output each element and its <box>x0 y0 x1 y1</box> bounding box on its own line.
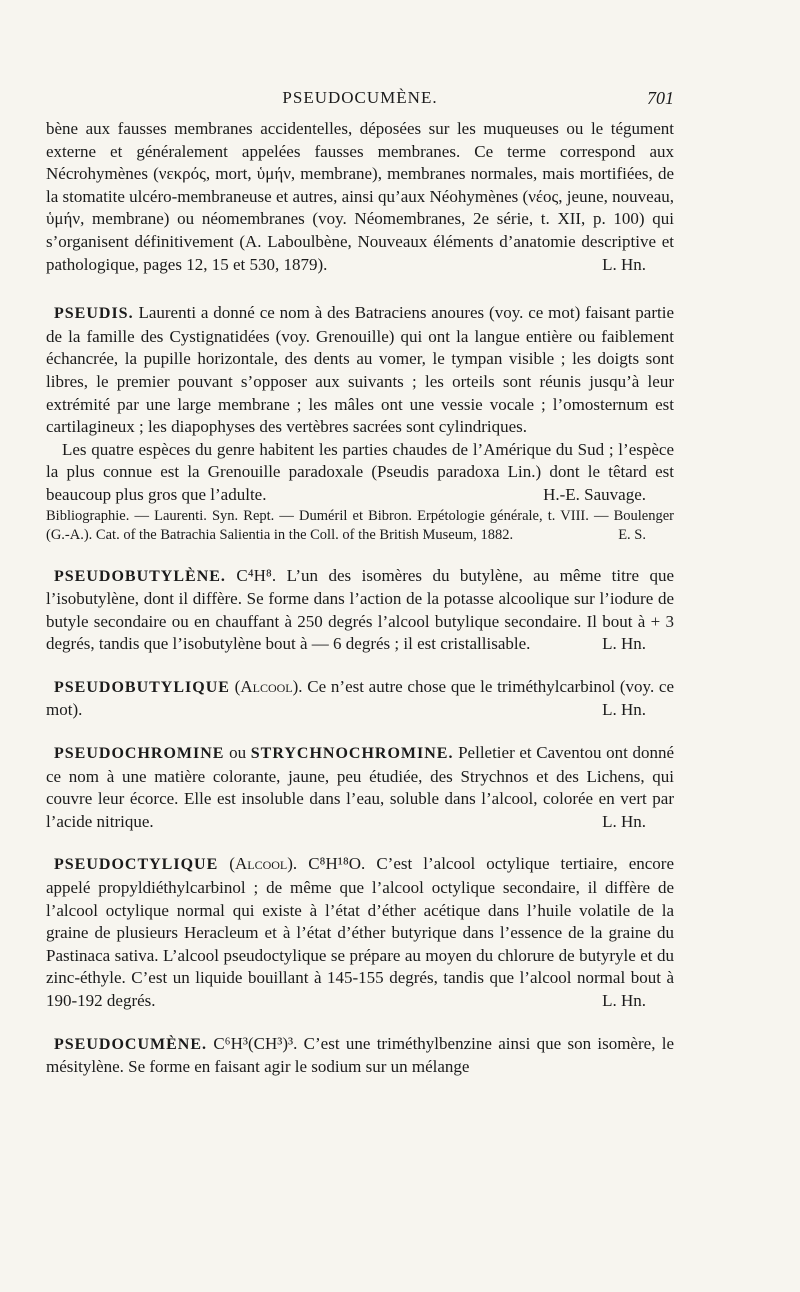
headword: PSEUDOCHROMINE <box>54 745 225 763</box>
entry-text: PSEUDOBUTYLÈNE. C⁴H⁸. L’un des isomères du butylène, au même titre que l’isobutylène, dont il diffère. Se forme dans l’action de la potasse alcoolique sur l’iodure de butyle secondaire ou en chauffant à 250 degrés l’alcool butylique secondaire. Il bout à + 3 degrés, tandis que l’isobutylène bout à — 6 degrés ; il est cristallisable. L. Hn. <box>46 565 674 656</box>
entry-text: PSEUDOCTYLIQUE (Alcool). C⁸H¹⁸O. C’est l’alcool octylique tertiaire, encore appelé propyldiéthylcarbinol ; de même que l’alcool octylique secondaire, il diffère de l’alcool octylique normal qui existe à l’état d’éther acétique dans l’huile volatile de la graine de plusieurs Heracleum et à l’état d’éther butyrique dans l’essence de la graine du Pastinaca sativa. L’alcool pseudoctylique se prépare au moyen du chlorure de butyryle et du zinc-éthyle. C’est un liquide bouillant à 145-155 degrés, tandis que l’alcool normal bout à 190-192 degrés. L. Hn. <box>46 853 674 1012</box>
author-signature: L. Hn. <box>602 991 646 1010</box>
author-signature: H.-E. Sauvage. <box>543 484 646 504</box>
page-number: 701 <box>647 88 674 108</box>
entry-pseudoctylique <box>46 853 674 1012</box>
page-body <box>46 118 674 1079</box>
formula: C⁶H³(CH³)³. <box>213 1033 298 1053</box>
connector: ou <box>229 743 247 763</box>
entry-text-2: Les quatre espèces du genre habitent les parties chaudes de l’Amérique du Sud ; l’espèce la plus connue est la Grenouille paradoxale (Pseudis paradoxa Lin.) dont le têtard est beaucoup plus gros que l’adulte. H.-E. Sauvage. <box>46 439 674 507</box>
headword: PSEUDOBUTYLÈNE. <box>54 567 226 585</box>
entry-text: PSEUDIS. Laurenti a donné ce nom à des Batraciens anoures (voy. ce mot) faisant partie de la famille des Cystignatidées (voy. Grenouille) qui ont la langue entière ou faiblement échancrée, la pupille horizontale, des dents au vomer, le tympan visible ; les doigts sont libres, le premier pouvant s’opposer aux suivants ; les orteils sont réunis jusqu’à leur extrémité par une large membrane ; les mâles ont une vessie vocale ; l’omosternum est cartilagineux ; les diapophyses des vertèbres sacrées sont cylindriques. <box>46 303 675 437</box>
entry-pseudomembrane-continued <box>46 118 674 276</box>
formula: C⁸H¹⁸O. <box>308 854 366 874</box>
entry-pseudobutylene <box>46 565 674 656</box>
author-signature: L. Hn. <box>602 254 646 274</box>
entry-pseudocumene <box>46 1033 674 1079</box>
bibliography: Bibliographie. — Laurenti. Syn. Rept. — Duméril et Bibron. Erpétologie générale, t. VIII. — Boulenger (G.-A.). Cat. of the Batrachia Salientia in the Coll. of the British Museum, 1882. E. S. <box>46 507 674 543</box>
entry-pseudochromine <box>46 742 674 833</box>
page-header <box>46 88 674 112</box>
bibliography-signature: E. S. <box>618 526 646 543</box>
headword: PSEUDOBUTYLIQUE <box>54 678 230 696</box>
headword: PSEUDOCUMÈNE. <box>54 1035 208 1053</box>
headword-alt: STRYCHNOCHROMINE. <box>250 745 454 763</box>
author-signature: L. Hn. <box>602 811 646 831</box>
headword: PSEUDIS. <box>54 305 134 323</box>
entry-text: PSEUDOCUMÈNE. C⁶H³(CH³)³. C’est une triméthylbenzine ainsi que son isomère, le mésitylène. Se forme en faisant agir le sodium sur un mélange <box>46 1033 675 1077</box>
formula: C⁴H⁸. <box>236 565 277 585</box>
entry-pseudobutylique <box>46 676 674 722</box>
author-signature: L. Hn. <box>602 700 646 720</box>
running-head: PSEUDOCUMÈNE. <box>282 88 438 107</box>
entry-pseudis <box>46 302 674 544</box>
entry-text: bène aux fausses membranes accidentelles, déposées sur les muqueuses ou le tégument externe et généralement appelées fausses membranes. Ce terme correspond aux Nécrohymènes (νεκρός, mort, ὑμήν, membrane), membranes normales, mais mortifiées, de la stomatite ulcéro-membraneuse et autres, ainsi qu’aux Néohymènes (νέος, jeune, nouveau, ὑμήν, membrane) ou néomembranes (voy. Néomembranes, 2e série, t. XII, p. 100) qui s’organisent définitivement (A. Laboulbène, Nouveaux éléments d’anatomie descriptive et pathologique, pages 12, 15 et 530, 1879). L. Hn. <box>46 118 674 276</box>
headword: PSEUDOCTYLIQUE <box>54 856 219 874</box>
entry-text: PSEUDOBUTYLIQUE (Alcool). Ce n’est autre chose que le triméthylcarbinol (voy. ce mot). L. Hn. <box>46 676 674 722</box>
author-signature: L. Hn. <box>602 634 646 654</box>
entry-text: PSEUDOCHROMINE ou STRYCHNOCHROMINE. Pelletier et Caventou ont donné ce nom à une matière colorante, jaune, peu étudiée, des Strychnos et des Lichens, qui couvre leur écorce. Elle est insoluble dans l’eau, soluble dans l’alcool, colorée en vert par l’acide nitrique. L. Hn. <box>46 742 674 833</box>
qualifier: (Alcool). <box>229 854 298 874</box>
qualifier: (Alcool). <box>234 676 303 696</box>
